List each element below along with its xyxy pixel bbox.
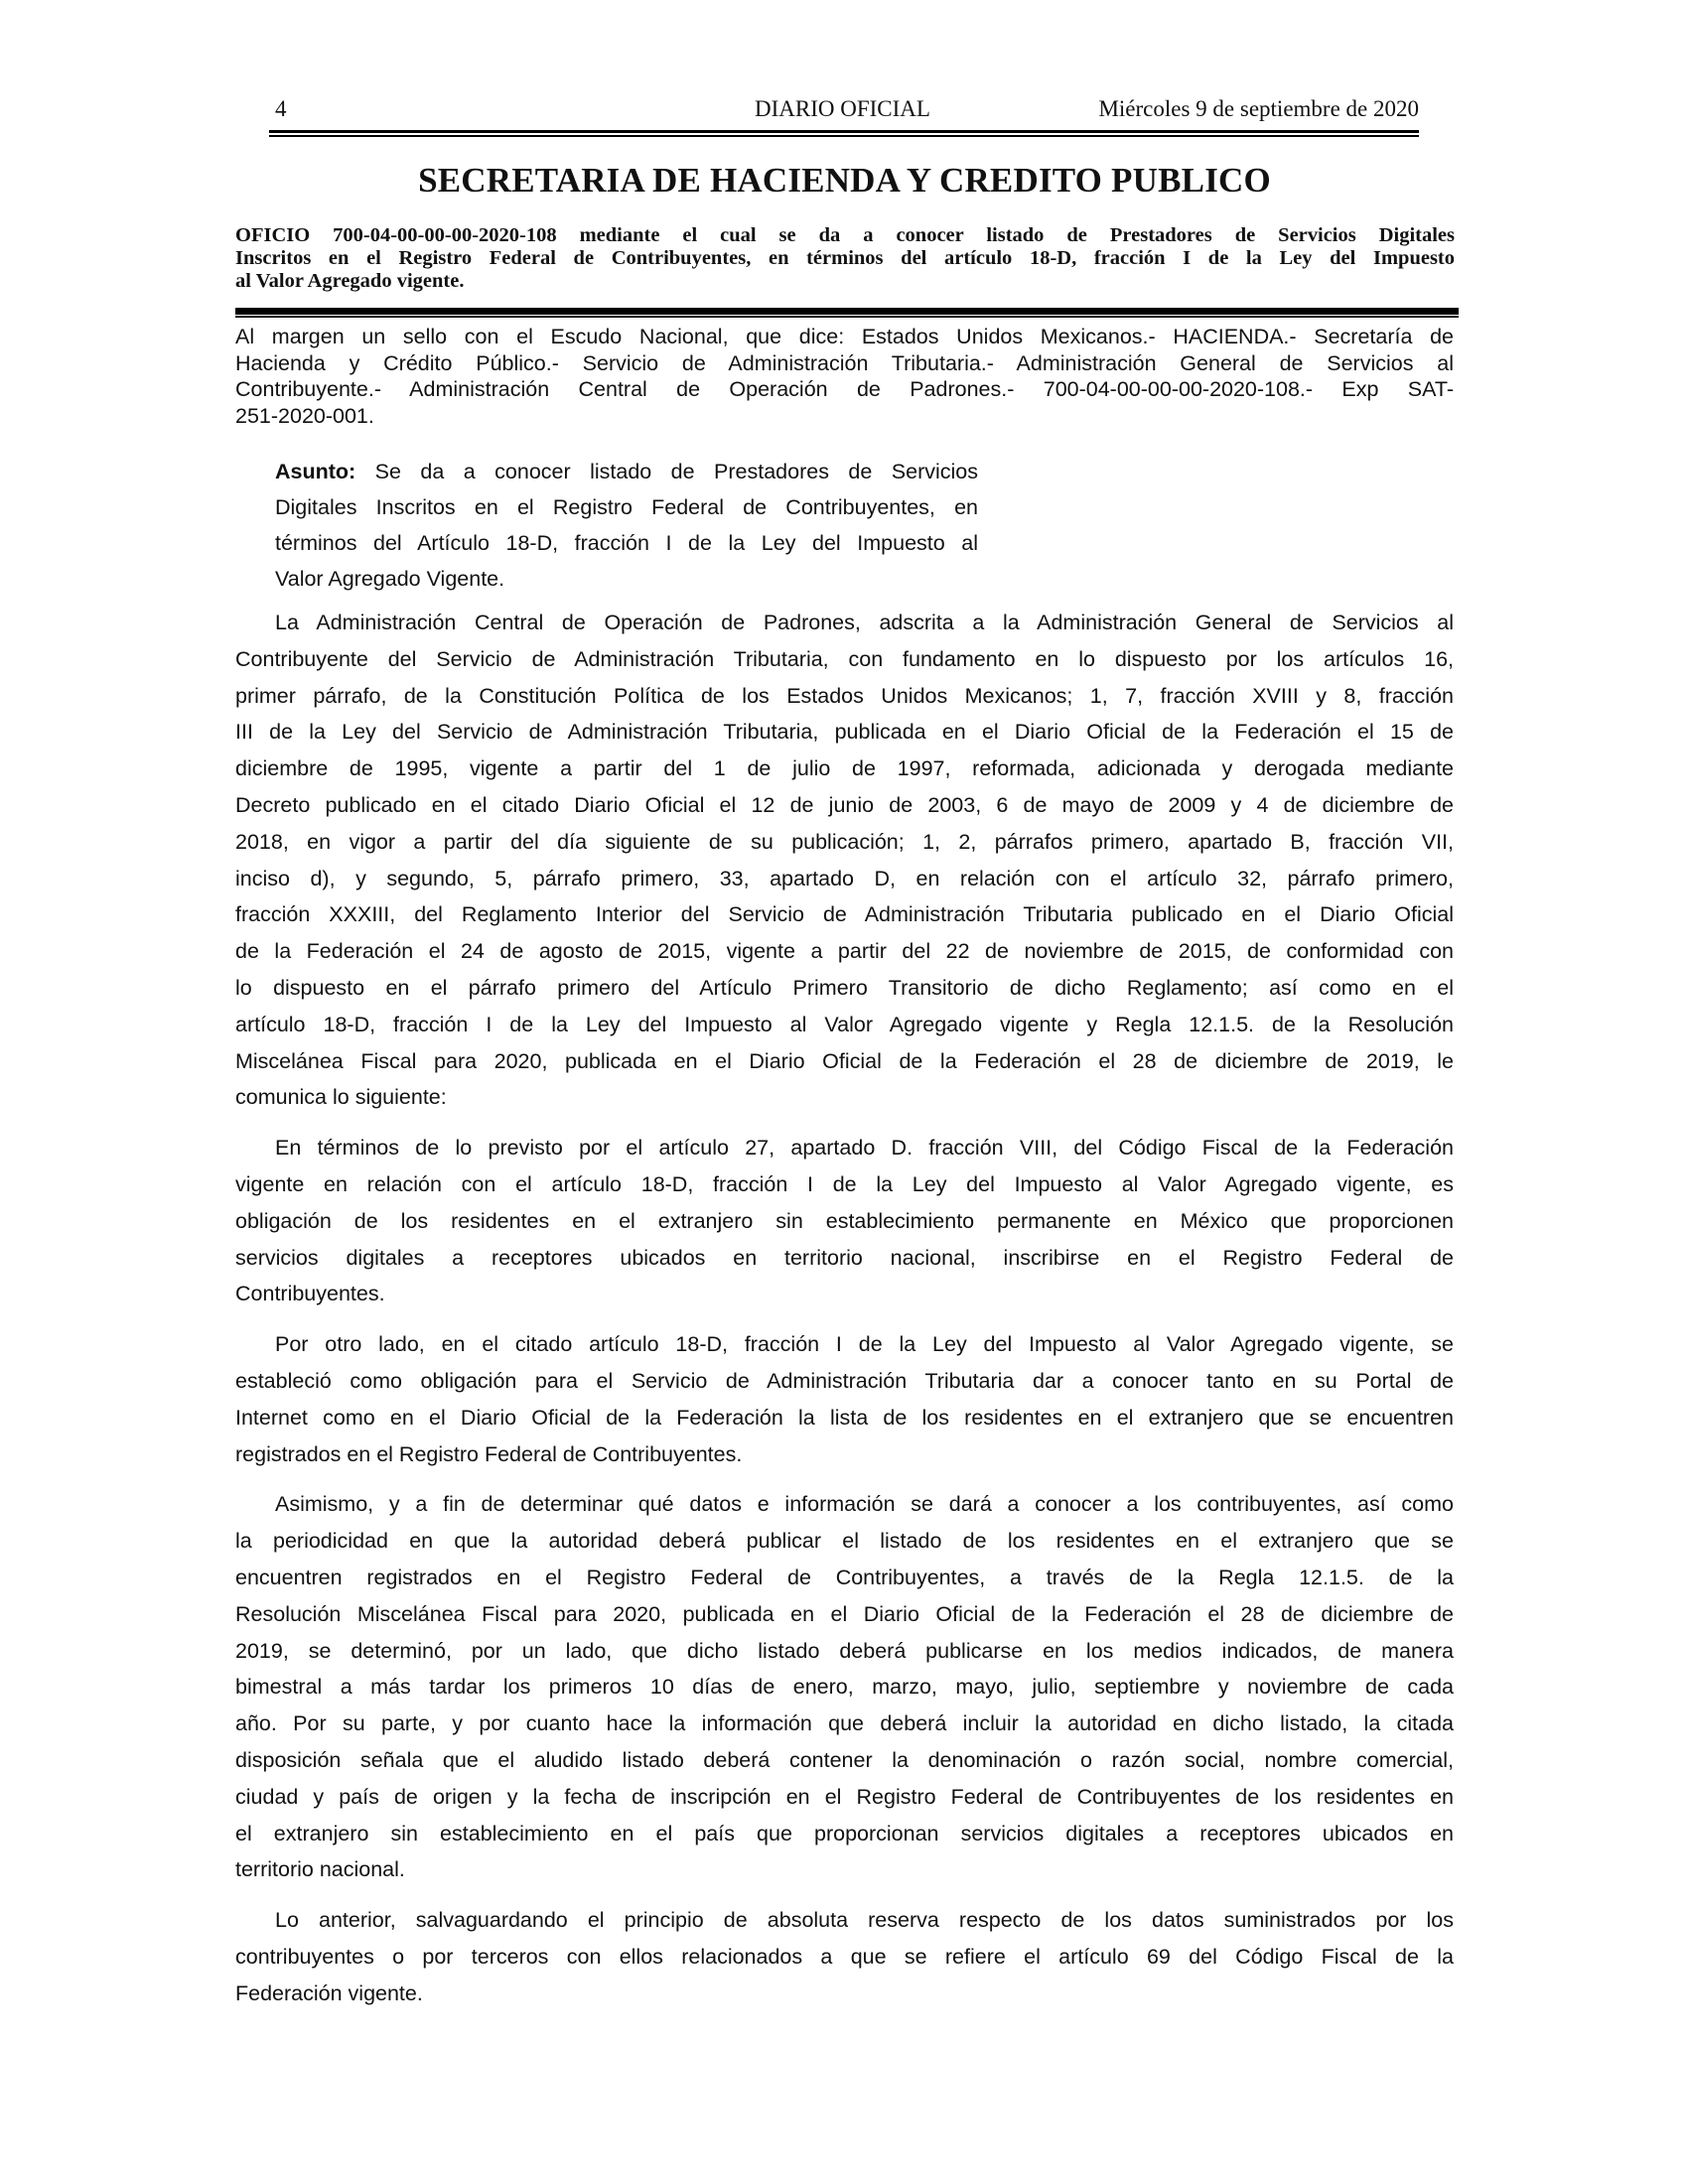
heading-rule-thin [235, 316, 1459, 318]
running-header [269, 95, 1419, 125]
paragraph-line: Lo anterior, salvaguardando el principio de absoluta reserva respecto de los datos suministrados por los [275, 1908, 1454, 1933]
oficio-line: OFICIO 700-04-00-00-00-2020-108 mediante el cual se da a conocer listado de Prestadores de Servicios Digitales [235, 224, 1455, 246]
paragraph-line: la periodicidad en que la autoridad deberá publicar el listado de los residentes en el extranjero que se [235, 1529, 1454, 1554]
paragraph [235, 1486, 1454, 1888]
paragraph-line: Por otro lado, en el citado artículo 18-D, fracción I de la Ley del Impuesto al Valor Agregado vigente, se [275, 1332, 1454, 1357]
paragraph-line: Miscelánea Fiscal para 2020, publicada en el Diario Oficial de la Federación el 28 de diciembre de 2019, le [235, 1048, 1454, 1073]
seal-note [235, 324, 1454, 429]
paragraph-line: el extranjero sin establecimiento en el país que proporcionan servicios digitales a receptores ubicados en [235, 1821, 1454, 1845]
subject-line: Asunto: Se da a conocer listado de Prestadores de Servicios [275, 460, 978, 483]
oficio-heading [235, 224, 1455, 293]
paragraph-line: 2019, se determinó, por un lado, que dicho listado deberá publicarse en los medios indicados, de manera [235, 1638, 1454, 1663]
paragraph [235, 1130, 1454, 1312]
paragraph-line: En términos de lo previsto por el artículo 27, apartado D. fracción VIII, del Código Fiscal de la Federación [275, 1136, 1454, 1160]
seal-note-line: Contribuyente.- Administración Central de Operación de Padrones.- 700-04-00-00-00-2020-108.- Exp SAT- [235, 377, 1454, 401]
heading-rule-thick [235, 308, 1459, 315]
body-text [235, 605, 1454, 2025]
page-number: 4 [275, 96, 287, 121]
paragraph-line: vigente en relación con el artículo 18-D, fracción I de la Ley del Impuesto al Valor Agregado vigente, es [235, 1171, 1454, 1196]
paragraph-line: de la Federación el 24 de agosto de 2015, vigente a partir del 22 de noviembre de 2015, de conformidad con [235, 939, 1454, 964]
paragraph-line: encuentren registrados en el Registro Federal de Contribuyentes, a través de la Regla 12.1.5. de la [235, 1565, 1454, 1589]
paragraph-line: primer párrafo, de la Constitución Política de los Estados Unidos Mexicanos; 1, 7, fracción XVIII y 8, fracción [235, 683, 1454, 708]
paragraph-line: 2018, en vigor a partir del día siguiente de su publicación; 1, 2, párrafos primero, apartado B, fracción VII, [235, 829, 1454, 854]
paragraph-line: Contribuyente del Servicio de Administración Tributaria, con fundamento en lo dispuesto por los artículos 16, [235, 646, 1454, 671]
paragraph-line: Resolución Miscelánea Fiscal para 2020, publicada en el Diario Oficial de la Federación el 28 de diciembre de [235, 1601, 1454, 1626]
paragraph-line: territorio nacional. [235, 1857, 405, 1882]
paragraph-line: bimestral a más tardar los primeros 10 días de enero, marzo, mayo, julio, septiembre y noviembre de cada [235, 1675, 1454, 1700]
paragraph-line: lo dispuesto en el párrafo primero del Artículo Primero Transitorio de dicho Reglamento; así como en el [235, 975, 1454, 1000]
paragraph [235, 1902, 1454, 2011]
paragraph-line: Internet como en el Diario Oficial de la Federación la lista de los residentes en el extranjero que se encuentren [235, 1405, 1454, 1430]
paragraph-line: Decreto publicado en el citado Diario Oficial el 12 de junio de 2003, 6 de mayo de 2009 y 4 de diciembre de [235, 792, 1454, 817]
section-title: SECRETARIA DE HACIENDA Y CREDITO PUBLICO [418, 161, 1271, 200]
paragraph-line: comunica lo siguiente: [235, 1085, 447, 1110]
paragraph-line: Contribuyentes. [235, 1282, 385, 1306]
paragraph-line: fracción XXXIII, del Reglamento Interior del Servicio de Administración Tributaria publicado en el Diario Oficial [235, 902, 1454, 927]
paragraph-line: inciso d), y segundo, 5, párrafo primero, 33, apartado D, en relación con el artículo 32, párrafo primero, [235, 866, 1454, 890]
header-rule-thin [269, 135, 1419, 137]
paragraph-line: disposición señala que el aludido listado deberá contener la denominación o razón social, nombre comercial, [235, 1747, 1454, 1772]
paragraph-line: ciudad y país de origen y la fecha de inscripción en el Registro Federal de Contribuyentes de los residentes en [235, 1784, 1454, 1809]
subject-line: Digitales Inscritos en el Registro Federal de Contribuyentes, en [275, 495, 978, 519]
publication-name: DIARIO OFICIAL [755, 96, 930, 121]
header-rule [269, 130, 1419, 133]
seal-note-line: Hacienda y Crédito Público.- Servicio de Administración Tributaria.- Administración General de Servicios al [235, 350, 1454, 375]
seal-note-line: Al margen un sello con el Escudo Nacional, que dice: Estados Unidos Mexicanos.- HACIENDA.- Secretaría de [235, 325, 1454, 348]
seal-note-line: 251-2020-001. [235, 403, 374, 428]
paragraph-line: contribuyentes o por terceros con ellos relacionados a que se refiere el artículo 69 del Código Fiscal de la [235, 1944, 1454, 1969]
publication-date: Miércoles 9 de septiembre de 2020 [1098, 96, 1419, 121]
subject-block [275, 454, 978, 597]
paragraph-line: La Administración Central de Operación de Padrones, adscrita a la Administración General de Servicios al [275, 611, 1454, 634]
paragraph [235, 1326, 1454, 1472]
paragraph-line: registrados en el Registro Federal de Contribuyentes. [235, 1441, 743, 1466]
paragraph-line: Asimismo, y a fin de determinar qué datos e información se dará a conocer a los contribuyentes, así como [275, 1492, 1454, 1517]
paragraph-line: III de la Ley del Servicio de Administración Tributaria, publicada en el Diario Oficial de la Federación el 15 de [235, 720, 1454, 745]
subject-line: Valor Agregado Vigente. [275, 567, 505, 591]
oficio-line: al Valor Agregado vigente. [235, 270, 465, 292]
subject-label: Asunto: [275, 460, 356, 483]
paragraph-line: Federación vigente. [235, 1980, 423, 2005]
paragraph-line: estableció como obligación para el Servicio de Administración Tributaria dar a conocer tanto en su Portal de [235, 1368, 1454, 1393]
oficio-line: Inscritos en el Registro Federal de Contribuyentes, en términos del artículo 18-D, fracción I de la Ley del Impuesto [235, 247, 1455, 269]
paragraph-line: diciembre de 1995, vigente a partir del 1 de julio de 1997, reformada, adicionada y derogada mediante [235, 756, 1454, 781]
paragraph-line: artículo 18-D, fracción I de la Ley del Impuesto al Valor Agregado vigente y Regla 12.1.5. de la Resolución [235, 1012, 1454, 1036]
subject-line: términos del Artículo 18-D, fracción I de la Ley del Impuesto al [275, 531, 978, 555]
paragraph [235, 605, 1454, 1116]
paragraph-line: año. Por su parte, y por cuanto hace la información que deberá incluir la autoridad en dicho listado, la citada [235, 1711, 1454, 1736]
paragraph-line: obligación de los residentes en el extranjero sin establecimiento permanente en México que proporcionen [235, 1208, 1454, 1233]
paragraph-line: servicios digitales a receptores ubicados en territorio nacional, inscribirse en el Registro Federal de [235, 1245, 1454, 1270]
